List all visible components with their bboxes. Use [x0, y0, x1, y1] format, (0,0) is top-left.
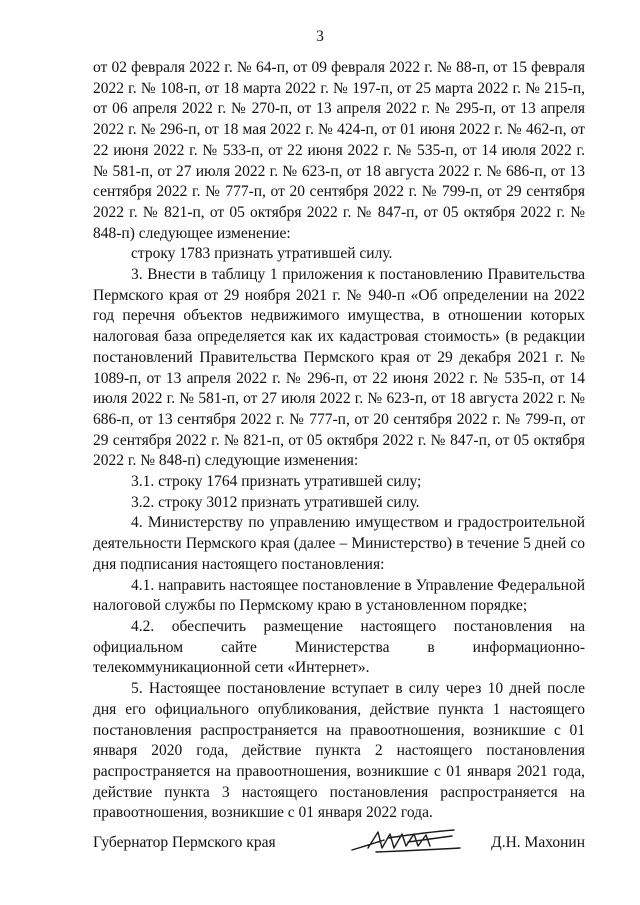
paragraph-row-1783: строку 1783 признать утратившей силу. — [131, 245, 393, 263]
document-body — [93, 58, 585, 824]
paragraph-item-3: 3. Внести в таблицу 1 приложения к постановлению Правительства Пермского края от 29 ноября 2021 г. № 940-п «Об определении на 2022 год перечня объектов недвижимого имущества, в отношении которых налоговая база определяется как их кадастровая стоимость» (в редакции постановлений Правительства Пермского края от 29 декабря 2021 г. № 1089-п, от 13 апреля 2022 г. № 296-п, от 22 июня 2022 г. № 535-п, от 14 июля 2022 г. № 581-п, от 27 июля 2022 г. № 623-п, от 18 августа 2022 г. № 686-п, от 13 сентября 2022 г. № 777-п, от 20 сентября 2022 г. № 799-п, от 29 сентября 2022 г. № 821-п, от 05 октября 2022 г. № 847-п, от 05 октября 2022 г. № 848-п) следующие изменения: — [93, 266, 585, 470]
signatory-position: Губернатор Пермского края — [93, 834, 276, 851]
handwritten-signature — [348, 826, 466, 860]
page-number: 3 — [316, 28, 324, 45]
paragraph-continuation: от 02 февраля 2022 г. № 64-п, от 09 февраля 2022 г. № 88-п, от 15 февраля 2022 г. № 108-п, от 18 марта 2022 г. № 197-п, от 25 марта 2022 г. № 215-п, от 06 апреля 2022 г. № 270-п, от 13 апреля 2022 г. № 295-п, от 13 апреля 2022 г. № 296-п, от 18 мая 2022 г. № 424-п, от 01 июня 2022 г. № 462-п, от 22 июня 2022 г. № 533-п, от 22 июня 2022 г. № 535-п, от 14 июля 2022 г. № 581-п, от 27 июля 2022 г. № 623-п, от 18 августа 2022 г. № 686-п, от 13 сентября 2022 г. № 777-п, от 20 сентября 2022 г. № 799-п, от 29 сентября 2022 г. № 821-п, от 05 октября 2022 г. № 847-п, от 05 октября 2022 г. № 848-п) следующее изменение: — [93, 59, 585, 242]
signatory-name: Д.Н. Махонин — [491, 834, 585, 851]
paragraph-item-4: 4. Министерству по управлению имуществом и градостроительной деятельности Пермского края (далее – Министерство) в течение 5 дней со дня подписания настоящего постановления: — [93, 514, 585, 573]
paragraph-item-3-1: 3.1. строку 1764 признать утратившей силу; — [131, 473, 422, 491]
paragraph-item-4-2: 4.2. обеспечить размещение настоящего постановления на официальном сайте Министерства в информационно-телекоммуникационной сети «Интернет». — [93, 617, 585, 677]
paragraph-item-3-2: 3.2. строку 3012 признать утратившей силу. — [131, 493, 420, 511]
paragraph-item-4-1: 4.1. направить настоящее постановление в Управление Федеральной налоговой службы по Пермскому краю в установленном порядке; — [93, 576, 585, 615]
paragraph-item-5: 5. Настоящее постановление вступает в силу через 10 дней после дня его официального опубликования, действие пункта 1 настоящего постановления распространяется на правоотношения, возникшие с 01 января 2020 года, действие пункта 2 настоящего постановления распространяется на правоотношения, возникшие с 01 января 2021 года, действие пункта 3 настоящего постановления распространяется на правоотношения, возникшие с 01 января 2022 года. — [93, 680, 585, 822]
signature-block — [93, 832, 585, 858]
